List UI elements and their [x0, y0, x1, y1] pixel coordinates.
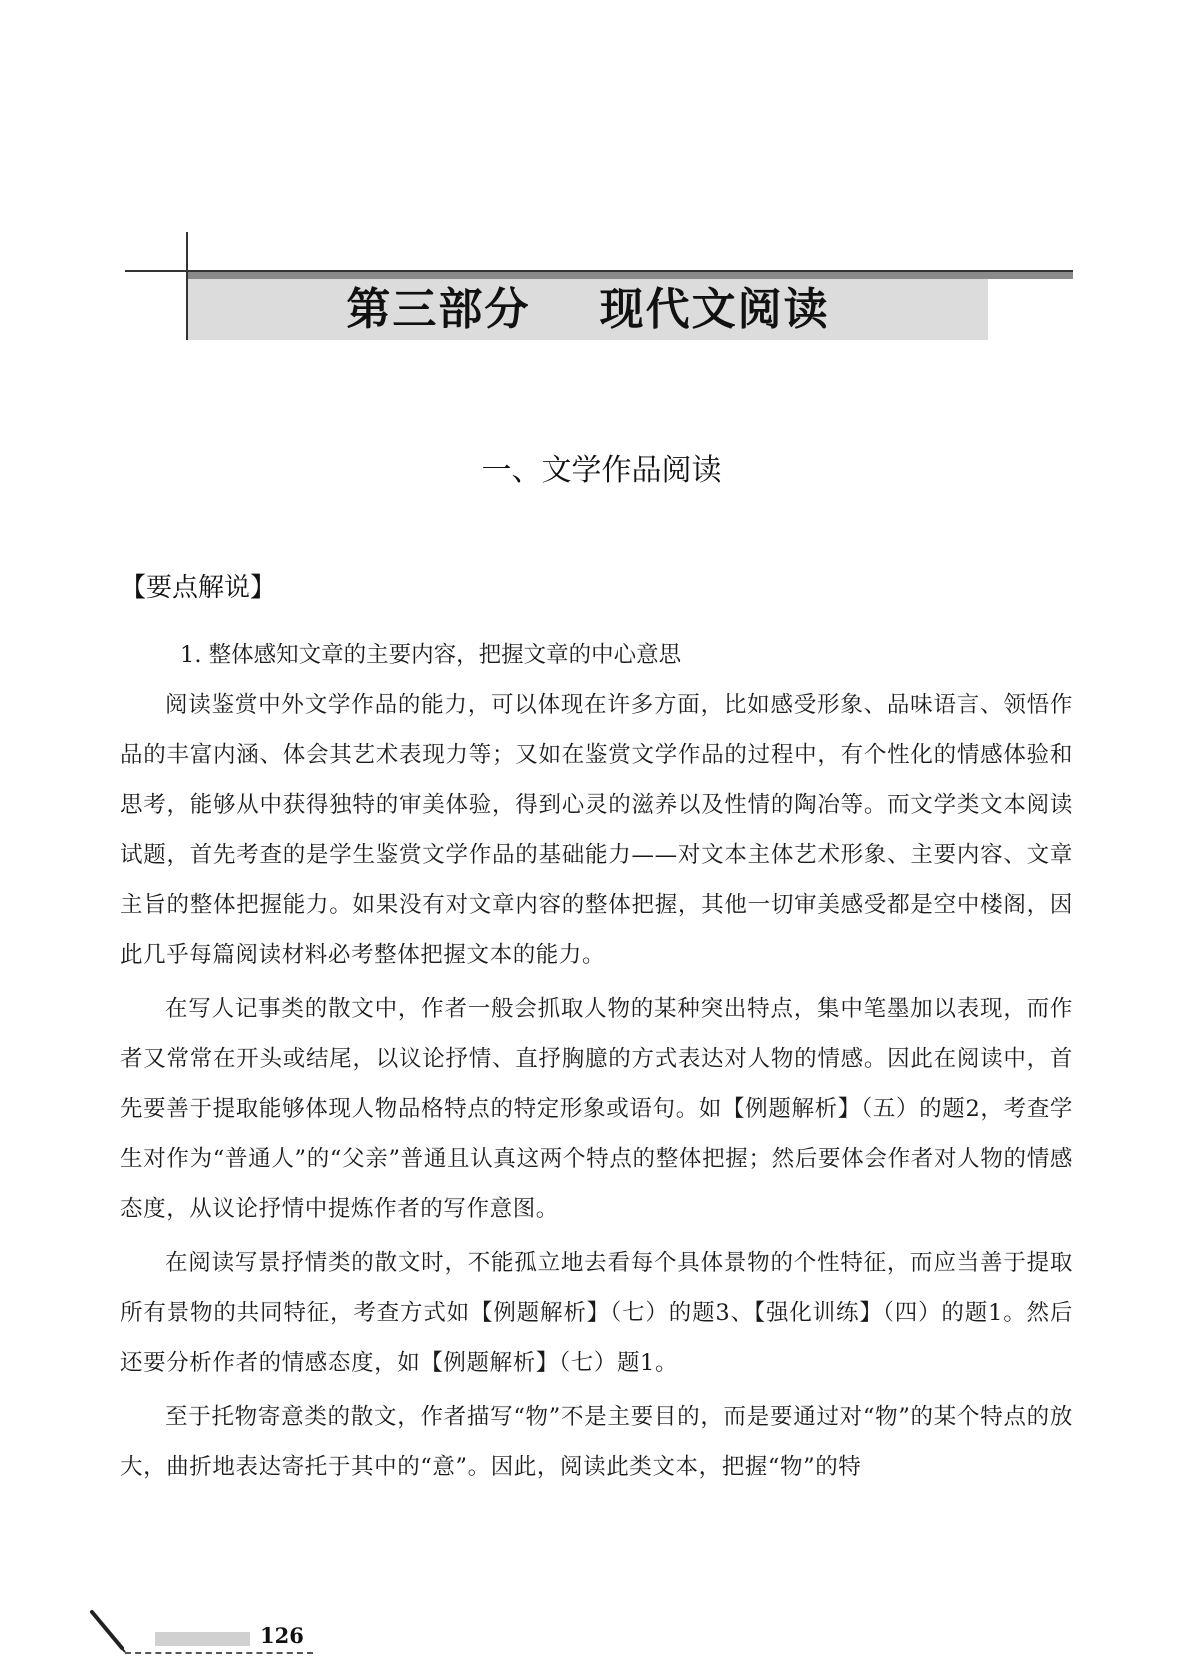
pen-icon — [88, 1608, 130, 1656]
key-points-heading: 【要点解说】 — [120, 573, 277, 603]
page-number: 126 — [260, 1623, 304, 1648]
paragraph-4: 至于托物寄意类的散文，作者描写“物”不是主要目的，而是要通过对“物”的某个特点的放大，曲折地表达寄托于其中的“意”。因此，阅读此类文本，把握“物”的特 — [120, 1404, 1073, 1480]
paragraph-3: 在阅读写景抒情类的散文时，不能孤立地去看每个具体景物的个性特征，而应当善于提取所有景物的共同特征，考查方式如【例题解析】（七）的题3、【强化训练】（四）的题1。然后还要分析作者的情感态度，如【例题解析】（七）题1。 — [120, 1250, 1073, 1376]
footer-dashed-rule — [125, 1652, 313, 1654]
footer-bar — [155, 1632, 250, 1646]
paragraph-1: 阅读鉴赏中外文学作品的能力，可以体现在许多方面，比如感受形象、品味语言、领悟作品的丰富内涵、体会其艺术表现力等；又如在鉴赏文学作品的过程中，有个性化的情感体验和思考，能够从中获得独特的审美体验，得到心灵的滋养以及性情的陶冶等。而文学类文本阅读试题，首先考查的是学生鉴赏文学作品的基础能力——对文本主体艺术形象、主要内容、文章主旨的整体把握能力。如果没有对文章内容的整体把握，其他一切审美感受都是空中楼阁，因此几乎每篇阅读材料必考整体把握文本的能力。 — [120, 692, 1073, 968]
item-title: 1. 整体感知文章的主要内容，把握文章的中心意思 — [180, 642, 682, 668]
body-text — [120, 630, 1073, 1492]
title-rule-bar — [188, 272, 1073, 279]
part-title: 第三部分 现代文阅读 — [346, 284, 830, 335]
paragraph-2: 在写人记事类的散文中，作者一般会抓取人物的某种突出特点，集中笔墨加以表现，而作者又常常在开头或结尾，以议论抒情、直抒胸臆的方式表达对人物的情感。因此在阅读中，首先要善于提取能够体现人物品格特点的特定形象或语句。如【例题解析】（五）的题2，考查学生对作为“普通人”的“父亲”普通且认真这两个特点的整体把握；然后要体会作者对人物的情感态度，从议论抒情中提炼作者的写作意图。 — [120, 996, 1073, 1222]
section-title: 一、文学作品阅读 — [481, 453, 722, 488]
